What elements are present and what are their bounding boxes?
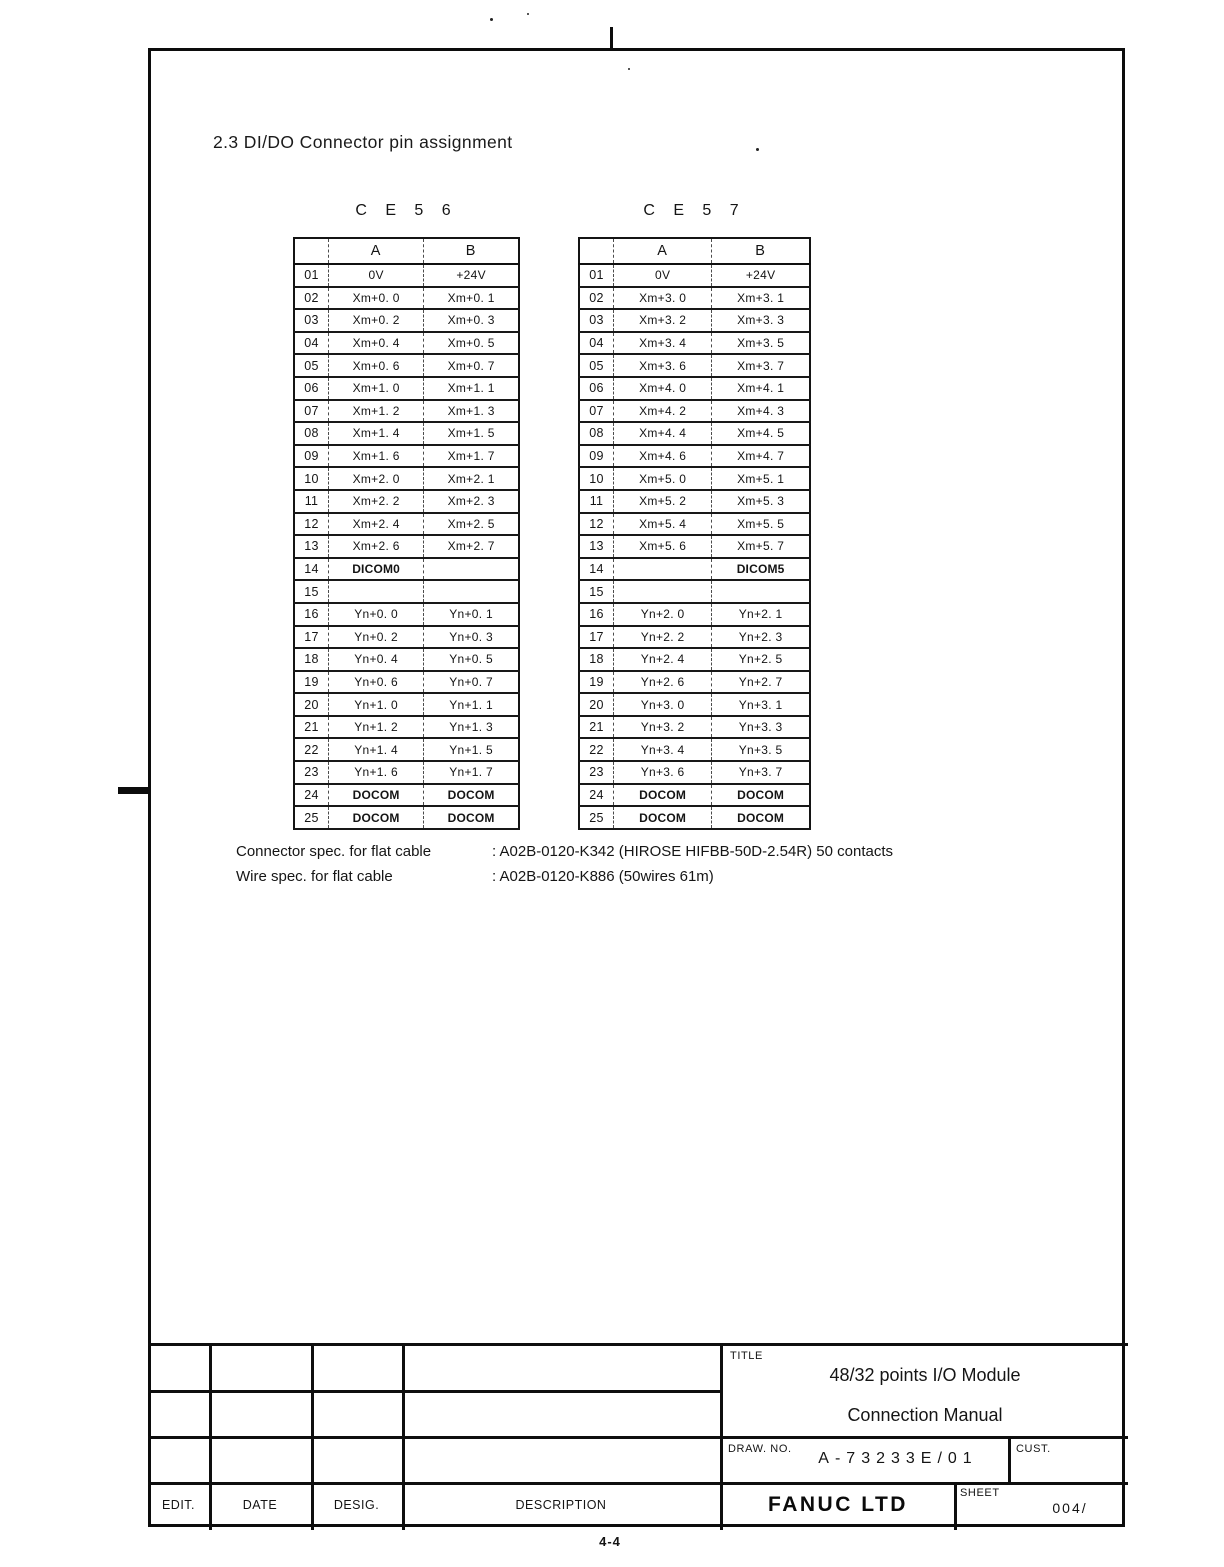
pin-number: 13 [589,539,604,554]
pin-number: 02 [304,290,319,305]
pin-row [579,806,810,829]
pin-number: 11 [304,494,319,509]
edit-label: EDIT. [161,1498,196,1512]
column-header-row [579,238,810,264]
titleblock-line [148,1436,1128,1439]
pin-signal: Yn+1. 4 [329,738,424,761]
pin-signal: Xm+3. 7 [712,354,810,377]
pin-row [294,309,519,332]
pin-signal: Yn+1. 3 [424,716,519,739]
pin-signal: Xm+3. 0 [614,287,712,310]
pin-signal: Yn+3. 2 [614,716,712,739]
pin-number: 12 [304,516,319,531]
pin-signal: Xm+5. 5 [712,513,810,536]
pin-row [579,716,810,739]
pin-signal: Yn+2. 2 [614,626,712,649]
pin-signal: Yn+0. 6 [329,671,424,694]
pin-row [294,377,519,400]
pin-signal: Xm+3. 3 [712,309,810,332]
pin-signal: Yn+1. 2 [329,716,424,739]
pin-signal: Xm+0. 7 [424,354,519,377]
pin-signal: Yn+3. 5 [712,738,810,761]
pin-signal: Xm+5. 2 [614,490,712,513]
pin-signal: Yn+2. 7 [712,671,810,694]
pin-signal: Yn+0. 7 [424,671,519,694]
pin-number: 18 [589,652,604,667]
scan-speck [628,68,630,70]
pin-signal: Yn+0. 3 [424,626,519,649]
connector-spec-line [236,839,893,864]
pin-row [294,806,519,829]
pin-row [579,354,810,377]
pin-number: 08 [304,426,319,441]
pin-number: 04 [589,336,604,351]
cust-label: CUST. [1016,1443,1051,1455]
pin-row [294,693,519,716]
pin-number: 06 [589,381,604,396]
pin-number: 15 [304,584,319,599]
pin-row [579,467,810,490]
pin-number: 13 [304,539,319,554]
pin-row [579,626,810,649]
pin-signal: Xm+5. 0 [614,467,712,490]
company-logo: FANUC LTD [768,1493,908,1516]
pin-number: 20 [304,697,319,712]
pin-signal: Xm+1. 1 [424,377,519,400]
titleblock-line [954,1482,957,1530]
pin-row [579,400,810,423]
pin-number: 18 [304,652,319,667]
pin-number: 24 [589,787,604,802]
pin-row [294,264,519,287]
pin-row [579,264,810,287]
pin-signal: Yn+2. 0 [614,603,712,626]
cable-specs [236,839,893,889]
pin-signal [329,580,424,603]
pin-number: 05 [589,358,604,373]
pin-row [294,671,519,694]
pin-signal: Yn+0. 5 [424,648,519,671]
connector-title-ce56: C E 5 6 [355,202,458,219]
pin-signal: Xm+0. 2 [329,309,424,332]
sheet-label: SHEET [960,1487,1000,1499]
pin-signal: Yn+3. 1 [712,693,810,716]
drawing-number: A-73233E/01 [818,1450,978,1467]
pin-signal: Xm+2. 6 [329,535,424,558]
pin-number: 11 [589,494,604,509]
pin-number: 03 [304,313,319,328]
pin-signal: Yn+1. 6 [329,761,424,784]
pin-number: 22 [589,742,604,757]
pin-signal: Xm+4. 1 [712,377,810,400]
pin-signal: Xm+5. 3 [712,490,810,513]
pin-number: 22 [304,742,319,757]
pin-signal: Xm+3. 6 [614,354,712,377]
pin-signal: Yn+3. 0 [614,693,712,716]
pin-row [294,445,519,468]
pin-signal: Xm+4. 4 [614,422,712,445]
pin-number-column-header [294,238,329,264]
scan-speck [527,13,529,15]
pin-signal: Xm+0. 6 [329,354,424,377]
pin-row [579,580,810,603]
pin-signal: Yn+0. 1 [424,603,519,626]
pin-row [294,580,519,603]
pin-signal: Yn+3. 7 [712,761,810,784]
pin-number: 04 [304,336,319,351]
pin-number: 23 [304,765,319,780]
pin-signal: Xm+3. 2 [614,309,712,332]
pin-signal: DOCOM [424,784,519,807]
scan-speck [490,18,493,21]
pin-number: 01 [589,268,604,283]
pin-number: 02 [589,290,604,305]
document-title-line2: Connection Manual [847,1405,1003,1425]
pin-number: 12 [589,516,604,531]
titleblock-line [148,1343,1128,1346]
pin-signal: Yn+1. 0 [329,693,424,716]
pin-signal [614,580,712,603]
pin-signal: Xm+5. 7 [712,535,810,558]
wire-spec-label: Wire spec. for flat cable [236,868,393,885]
pin-signal: Xm+2. 7 [424,535,519,558]
pin-signal: Yn+3. 3 [712,716,810,739]
pin-signal: Yn+1. 7 [424,761,519,784]
pin-signal: Yn+2. 6 [614,671,712,694]
pin-row [579,513,810,536]
pin-number: 19 [304,674,319,689]
pin-row [579,332,810,355]
pin-number: 21 [304,720,319,735]
column-header-a: A [614,238,712,264]
pin-row [579,422,810,445]
pin-signal: Xm+3. 1 [712,287,810,310]
pin-signal: Yn+0. 0 [329,603,424,626]
pin-row [579,287,810,310]
description-label: DESCRIPTION [515,1498,607,1512]
pin-signal: DOCOM [329,806,424,829]
pin-signal: Xm+0. 4 [329,332,424,355]
pin-signal: 0V [614,264,712,287]
pin-signal: Xm+3. 4 [614,332,712,355]
section-heading: 2.3 DI/DO Connector pin assignment [213,132,513,152]
left-edge-tick [118,787,149,794]
title-label: TITLE [730,1350,763,1362]
pin-row [579,648,810,671]
pin-signal: Xm+2. 3 [424,490,519,513]
pin-number: 07 [589,403,604,418]
pin-signal: Xm+4. 7 [712,445,810,468]
pin-signal: DOCOM [712,806,810,829]
pin-row [579,784,810,807]
pin-signal: +24V [712,264,810,287]
pin-table-ce57 [578,237,811,830]
pin-number: 16 [304,607,319,622]
pin-signal: Xm+5. 1 [712,467,810,490]
column-header-b: B [424,238,519,264]
pin-number: 23 [589,765,604,780]
pin-signal: 0V [329,264,424,287]
pin-signal: Yn+1. 5 [424,738,519,761]
pin-signal: Xm+5. 4 [614,513,712,536]
pin-row [294,603,519,626]
pin-row [294,467,519,490]
pin-signal: Xm+1. 6 [329,445,424,468]
wire-spec-value: : A02B-0120-K886 (50wires 61m) [492,868,714,885]
pin-signal: Xm+1. 4 [329,422,424,445]
pin-number: 07 [304,403,319,418]
pin-number: 14 [304,562,319,577]
pin-signal: Yn+2. 1 [712,603,810,626]
pin-signal: Xm+0. 5 [424,332,519,355]
top-center-tick [610,27,613,49]
pin-row [579,738,810,761]
pin-number: 06 [304,381,319,396]
pin-signal: DICOM5 [712,558,810,581]
pin-row [294,738,519,761]
pin-row [294,490,519,513]
titleblock-line [1008,1436,1011,1485]
pin-number: 05 [304,358,319,373]
pin-signal: Xm+2. 4 [329,513,424,536]
pin-signal: Xm+1. 0 [329,377,424,400]
pin-number: 15 [589,584,604,599]
pin-row [294,716,519,739]
pin-row [579,693,810,716]
pin-row [294,354,519,377]
pin-signal: Xm+3. 5 [712,332,810,355]
pin-number: 21 [589,720,604,735]
pin-signal: Xm+4. 2 [614,400,712,423]
pin-number: 09 [304,449,319,464]
pin-signal: Xm+0. 3 [424,309,519,332]
pin-number: 16 [589,607,604,622]
pin-row [294,558,519,581]
pin-row [294,287,519,310]
pin-signal: DOCOM [614,784,712,807]
pin-row [579,761,810,784]
pin-number: 19 [589,674,604,689]
pin-signal [614,558,712,581]
pin-row [294,422,519,445]
pin-signal: Yn+3. 4 [614,738,712,761]
pin-number: 25 [304,810,319,825]
pin-number: 09 [589,449,604,464]
pin-signal: Yn+3. 6 [614,761,712,784]
pin-signal: Yn+2. 3 [712,626,810,649]
pin-signal: DOCOM [329,784,424,807]
pin-signal: Xm+4. 6 [614,445,712,468]
connector-spec-value: : A02B-0120-K342 (HIROSE HIFBB-50D-2.54R) 50 contacts [492,843,894,860]
pin-number: 03 [589,313,604,328]
pin-number: 24 [304,787,319,802]
pin-signal [424,580,519,603]
page-number: 4-4 [599,1534,621,1549]
pin-number: 08 [589,426,604,441]
connector-spec-label: Connector spec. for flat cable [236,843,432,860]
pin-number: 10 [304,471,319,486]
pin-row [579,309,810,332]
pin-row [579,490,810,513]
pin-signal: Xm+2. 1 [424,467,519,490]
pin-number: 17 [304,629,319,644]
pin-signal: Xm+0. 0 [329,287,424,310]
pin-signal: Xm+1. 2 [329,400,424,423]
pin-signal: Xm+2. 0 [329,467,424,490]
pin-signal: DICOM0 [329,558,424,581]
pin-signal: Yn+0. 2 [329,626,424,649]
pin-signal: Xm+4. 3 [712,400,810,423]
wire-spec-line [236,864,893,889]
pin-signal: Xm+2. 5 [424,513,519,536]
pin-number: 10 [589,471,604,486]
pin-row [579,535,810,558]
pin-row [294,535,519,558]
pin-row [579,377,810,400]
pin-signal: Yn+2. 5 [712,648,810,671]
pin-number: 25 [589,810,604,825]
pin-signal: Yn+0. 4 [329,648,424,671]
pin-signal: Yn+2. 4 [614,648,712,671]
desig-label: DESIG. [333,1498,380,1512]
pin-signal: Xm+1. 5 [424,422,519,445]
draw-no-label: DRAW. NO. [728,1443,792,1455]
pin-signal: +24V [424,264,519,287]
scan-speck [756,148,759,151]
pin-signal [424,558,519,581]
pin-signal: Xm+1. 7 [424,445,519,468]
pin-row [579,558,810,581]
pin-table-ce56 [293,237,520,830]
pin-signal: Xm+4. 5 [712,422,810,445]
pin-signal: Xm+5. 6 [614,535,712,558]
pin-signal: Xm+0. 1 [424,287,519,310]
pin-row [294,761,519,784]
pin-number: 14 [589,562,604,577]
document-title-line1: 48/32 points I/O Module [829,1365,1021,1385]
connector-title-ce57: C E 5 7 [643,202,746,219]
pin-signal [712,580,810,603]
pin-number: 20 [589,697,604,712]
pin-row [579,603,810,626]
pin-number: 01 [304,268,319,283]
pin-number: 17 [589,629,604,644]
pin-signal: Xm+4. 0 [614,377,712,400]
titleblock-line [148,1482,1128,1485]
pin-row [579,671,810,694]
pin-row [294,513,519,536]
sheet-number: 004/ [1052,1500,1088,1516]
pin-signal: DOCOM [712,784,810,807]
pin-row [579,445,810,468]
pin-row [294,648,519,671]
pin-row [294,332,519,355]
column-header-b: B [712,238,810,264]
pin-signal: Xm+2. 2 [329,490,424,513]
pin-signal: Xm+1. 3 [424,400,519,423]
pin-signal: DOCOM [424,806,519,829]
pin-row [294,626,519,649]
pin-row [294,784,519,807]
pin-signal: Yn+1. 1 [424,693,519,716]
pin-signal: DOCOM [614,806,712,829]
column-header-row [294,238,519,264]
column-header-a: A [329,238,424,264]
titleblock-line [148,1390,722,1393]
pin-number-column-header [579,238,614,264]
pin-row [294,400,519,423]
date-label: DATE [242,1498,278,1512]
